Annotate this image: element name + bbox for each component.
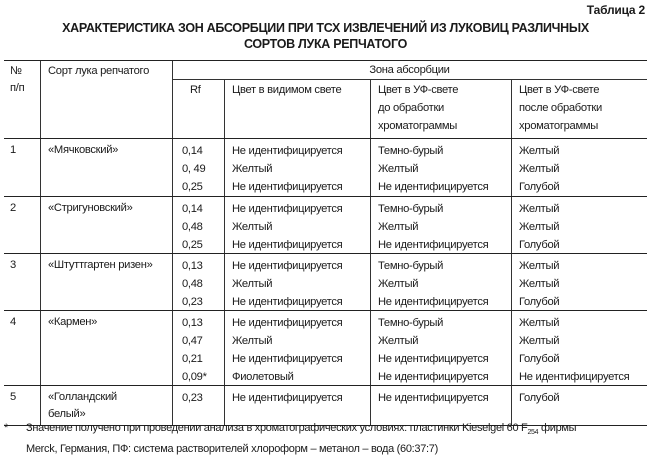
title-line-1: ХАРАКТЕРИСТИКА ЗОН АБСОРБЦИИ ПРИ ТСХ ИЗВЛЕЧЕНИЙ ИЗ ЛУКОВИЦ РАЗЛИЧНЫХ <box>62 21 589 35</box>
visible-color: Не идентифицируется <box>232 296 343 308</box>
visible-color: Не идентифицируется <box>232 145 343 157</box>
visible-color: Не идентифицируется <box>232 239 343 251</box>
row-number: 2 <box>10 202 16 214</box>
header-num: № <box>10 65 22 77</box>
table-row <box>4 178 647 196</box>
table-row <box>4 142 647 160</box>
divider <box>511 79 512 138</box>
visible-color: Желтый <box>232 335 273 347</box>
uv-before-color: Темно-бурый <box>378 260 444 272</box>
header-visible: Цвет в видимом свете <box>232 84 342 96</box>
header-uv-before-2: до обработки <box>378 102 444 114</box>
visible-color: Не идентифицируется <box>232 203 343 215</box>
uv-before-color: Темно-бурый <box>378 317 444 329</box>
row-number: 5 <box>10 391 16 403</box>
variety-name: «Штуттгартен ризен» <box>48 259 153 271</box>
uv-before-color: Желтый <box>378 335 419 347</box>
uv-before-color: Желтый <box>378 221 419 233</box>
visible-color: Желтый <box>232 163 273 175</box>
title-line-2: СОРТОВ ЛУКА РЕПЧАТОГО <box>243 37 408 51</box>
uv-before-color: Не идентифицируется <box>378 239 489 251</box>
rf-value: 0,23 <box>182 392 203 404</box>
uv-after-color: Голубой <box>519 353 560 365</box>
divider <box>40 61 41 138</box>
table-row <box>4 275 647 293</box>
rf-value: 0,09* <box>182 371 207 383</box>
table-row <box>4 368 647 386</box>
footnote <box>4 420 647 458</box>
variety-name: «Кармен» <box>48 316 98 328</box>
rf-value: 0,48 <box>182 278 203 290</box>
row-number: 1 <box>10 144 16 156</box>
uv-after-color: Желтый <box>519 203 560 215</box>
header-uv-after-2: после обработки <box>519 102 602 114</box>
rf-value: 0,13 <box>182 260 203 272</box>
uv-before-color: Желтый <box>378 278 419 290</box>
visible-color: Желтый <box>232 221 273 233</box>
variety-name: «Стригуновский» <box>48 202 133 214</box>
uv-after-color: Желтый <box>519 145 560 157</box>
variety-name-line-2: белый» <box>48 408 86 420</box>
rf-value: 0,14 <box>182 203 203 215</box>
variety-name: «Голландский <box>48 391 117 403</box>
rf-value: 0,25 <box>182 239 203 251</box>
table-row-group <box>4 139 647 197</box>
table-row-group <box>4 311 647 386</box>
divider <box>370 79 371 138</box>
table-row <box>4 200 647 218</box>
table-row <box>4 314 647 332</box>
table-title <box>0 20 651 52</box>
table-row <box>4 160 647 178</box>
rf-value: 0,47 <box>182 335 203 347</box>
uv-after-color: Голубой <box>519 181 560 193</box>
header-num-sub: п/п <box>10 82 25 94</box>
header-rf: Rf <box>190 84 201 96</box>
uv-before-color: Не идентифицируется <box>378 181 489 193</box>
header-uv-after-3: хроматограммы <box>519 120 598 132</box>
visible-color: Не идентифицируется <box>232 260 343 272</box>
table-number: Таблица 2 <box>586 3 645 17</box>
uv-after-color: Желтый <box>519 317 560 329</box>
uv-after-color: Голубой <box>519 392 560 404</box>
uv-before-color: Не идентифицируется <box>378 353 489 365</box>
divider <box>224 79 225 138</box>
header-uv-before-3: хроматограммы <box>378 120 457 132</box>
header-uv-before-1: Цвет в УФ-свете <box>378 84 459 96</box>
uv-after-color: Желтый <box>519 278 560 290</box>
row-number: 3 <box>10 259 16 271</box>
uv-before-color: Не идентифицируется <box>378 296 489 308</box>
uv-before-color: Не идентифицируется <box>378 371 489 383</box>
uv-after-color: Голубой <box>519 239 560 251</box>
uv-after-color: Голубой <box>519 296 560 308</box>
visible-color: Желтый <box>232 278 273 290</box>
visible-color: Не идентифицируется <box>232 353 343 365</box>
uv-after-color: Желтый <box>519 163 560 175</box>
table-row <box>4 293 647 311</box>
uv-before-color: Темно-бурый <box>378 145 444 157</box>
table-row <box>4 332 647 350</box>
uv-after-color: Желтый <box>519 335 560 347</box>
rf-value: 0, 49 <box>182 163 206 175</box>
uv-after-color: Не идентифицируется <box>519 371 630 383</box>
table-row <box>4 389 647 407</box>
footnote-line-1: Значение получено при проведении анализа в хроматографических условиях: пластинки Kieselgel 60 $F_{254}$ фирмы <box>26 422 577 437</box>
uv-before-color: Желтый <box>378 163 419 175</box>
uv-after-color: Желтый <box>519 260 560 272</box>
rf-value: 0,14 <box>182 145 203 157</box>
uv-before-color: Не идентифицируется <box>378 392 489 404</box>
visible-color: Не идентифицируется <box>232 181 343 193</box>
visible-color: Не идентифицируется <box>232 317 343 329</box>
table-row <box>4 236 647 254</box>
table-header <box>4 61 647 139</box>
visible-color: Не идентифицируется <box>232 392 343 404</box>
table-row <box>4 350 647 368</box>
footnote-line-2: Merck, Германия, ПФ: система растворителей хлороформ – метанол – вода (60:37:7) <box>26 443 438 456</box>
uv-before-color: Темно-бурый <box>378 203 444 215</box>
table-row-group <box>4 254 647 311</box>
visible-color: Фиолетовый <box>232 371 294 383</box>
table-row <box>4 257 647 275</box>
header-uv-after-1: Цвет в УФ-свете <box>519 84 600 96</box>
table-row <box>4 218 647 236</box>
rf-value: 0,23 <box>182 296 203 308</box>
rf-value: 0,21 <box>182 353 203 365</box>
zone-header-divider <box>172 79 647 80</box>
rf-value: 0,13 <box>182 317 203 329</box>
row-number: 4 <box>10 316 16 328</box>
header-zone: Зона абсорбции <box>369 64 450 76</box>
rf-value: 0,48 <box>182 221 203 233</box>
table-row-group <box>4 197 647 254</box>
uv-after-color: Желтый <box>519 221 560 233</box>
footnote-marker: * <box>4 422 8 434</box>
header-variety: Сорт лука репчатого <box>48 65 149 77</box>
absorption-table <box>4 60 647 426</box>
variety-name: «Мячковский» <box>48 144 119 156</box>
rf-value: 0,25 <box>182 181 203 193</box>
